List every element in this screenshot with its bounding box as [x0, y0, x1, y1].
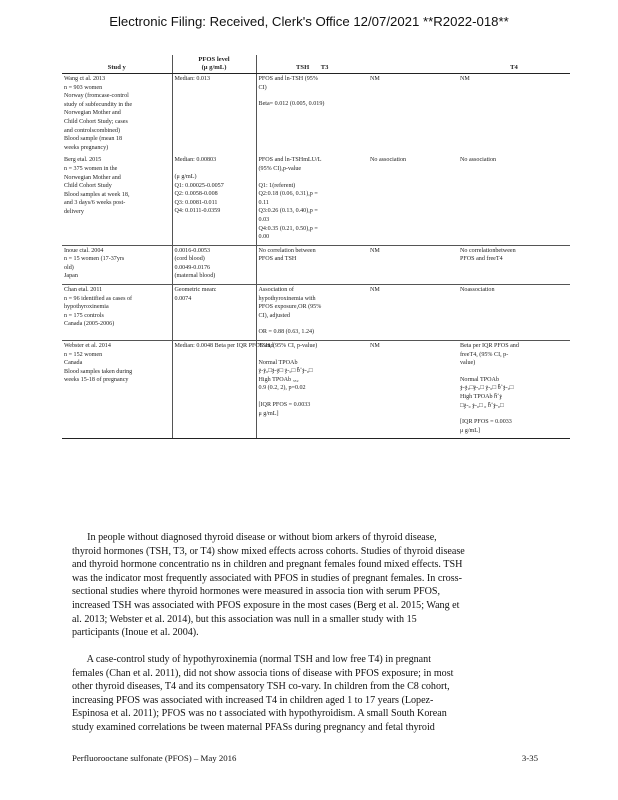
cell-t4	[458, 341, 570, 439]
paragraph-line: was the indicator most frequently associated with PFOS in studies of pregnant females. In cross-	[72, 572, 462, 584]
header-t4: T4	[458, 55, 570, 74]
cell-line	[259, 393, 366, 401]
cell-line: Q4:0.35 (0.21, 0.50),p =	[258, 225, 318, 232]
cell-line: weeks pregnancy)	[64, 144, 109, 151]
cell-line: Normal TPOAb	[460, 376, 499, 383]
cell-line	[259, 351, 366, 359]
table-header-row	[62, 55, 570, 74]
cell-line: (μ g/mL)	[174, 173, 197, 180]
paragraph-line: and thyroid hormone concentratio ns in children and pregnant females found mixed effects. TSH	[72, 559, 463, 571]
cell-line: (cord blood)	[174, 256, 205, 263]
cell-line	[460, 410, 567, 418]
cell-line: and controlscombined)	[64, 127, 121, 134]
cell-line: No correlationbetween	[460, 247, 516, 254]
cell-line: PFOS and ln-TSHmLU/L	[258, 157, 322, 164]
cell-line: 0.9 (0.2, 2), p=0.02	[258, 385, 306, 392]
cell-t4	[458, 245, 570, 284]
paragraph-line: al. 2013; Webster et al. 2014), but this association was null in a smaller study with 15	[72, 613, 417, 625]
cell-line: Q1: 1(referent)	[258, 182, 296, 189]
paragraph-line: study examined correlations be tween maternal PFASs during pregnancy and fetal thyroid	[72, 721, 435, 733]
cell-tsh	[256, 155, 368, 245]
cell-line: CI), adjusted	[258, 312, 290, 319]
cell-t4	[458, 285, 570, 341]
cell-line: Japan	[64, 273, 78, 280]
cell-line: Median: 0.013	[174, 76, 211, 82]
cell-line: 0.0074	[174, 295, 192, 302]
paragraph-line: participants (Inoue et al. 2004).	[72, 627, 199, 639]
cell-line: weeks 15-18 of pregnancy	[64, 377, 129, 384]
table-row	[62, 74, 570, 156]
cell-study	[62, 341, 172, 439]
cell-line: Q2: 0.0058-0.008	[174, 191, 218, 198]
cell-t4	[458, 155, 570, 245]
filing-stamp-header: Electronic Filing: Received, Clerk's Office 12/07/2021 **R2022-018**	[109, 14, 509, 29]
cell-line: High TPOAb ჩ˚ჯ	[460, 394, 503, 400]
cell-t3	[368, 74, 458, 156]
cell-line: Q2:0.18 (0.06, 0.31),p =	[258, 191, 318, 198]
cell-tsh	[256, 245, 368, 284]
cell-tsh	[256, 285, 368, 341]
cell-line: □ჯ-₀ ჯ-₀□ ₀ ჩ˚ჯ-₀□	[460, 402, 504, 409]
table-row	[62, 341, 570, 439]
cell-line: Q4: 0.0111-0.0359	[174, 208, 221, 215]
cell-line: and 3 days/6 weeks post-	[64, 200, 126, 207]
cell-line: CI)	[258, 84, 267, 91]
cell-study	[62, 285, 172, 341]
cell-line: Beta= 0.012 (0.005, 0.019)	[258, 101, 325, 108]
cell-line: Beta per IQR PFOS and	[460, 343, 519, 350]
cell-line: hypothyroxinemia	[64, 304, 109, 311]
cell-line: n = 175 controls	[64, 312, 104, 319]
paragraph-line: Espinosa et al. 2011); PFOS was no t associated with hypothyroidism. A small South Korean	[72, 708, 447, 720]
cell-line: Blood samples at week 18,	[64, 191, 130, 198]
cell-line: n = 152 women	[64, 351, 103, 358]
cell-line: value)	[460, 360, 476, 367]
cell-line: Norwegian Mother and	[64, 110, 121, 117]
cell-line: 0.11	[258, 199, 269, 206]
cell-line: Blood samples taken during	[64, 368, 133, 375]
cell-pfos	[172, 245, 256, 284]
paragraph-line: other thyroid diseases, T4 and its compensatory TSH co-vary. In children from the C8 cohort,	[72, 681, 450, 693]
cell-line: 0.0016-0.0053	[174, 247, 211, 254]
study-table	[62, 55, 570, 439]
cell-line: (maternal blood)	[174, 273, 216, 280]
cell-pfos	[172, 285, 256, 341]
cell-line: No association	[370, 157, 407, 164]
cell-study	[62, 155, 172, 245]
cell-line: No association	[460, 157, 497, 164]
cell-line: No correlation between	[258, 247, 316, 254]
cell-t3	[368, 341, 458, 439]
cell-pfos	[172, 74, 256, 156]
cell-line: TSH, (95% CI, p-value)	[258, 343, 318, 350]
cell-line: Canada	[64, 360, 83, 367]
paragraph-line: In people without diagnosed thyroid disease or without biom arkers of thyroid disease,	[72, 532, 437, 543]
cell-line: Berg etal. 2015	[64, 157, 102, 164]
cell-line: Q3: 0.0081-0.011	[174, 199, 218, 206]
cell-line: PFOS and freeT4	[460, 256, 503, 263]
cell-line: hypothyroxinemia with	[258, 295, 316, 302]
page-footer	[72, 753, 538, 763]
cell-line: NM	[370, 343, 380, 350]
cell-line: Chan etal. 2011	[64, 287, 103, 294]
cell-t4	[458, 74, 570, 156]
header-pfos-level: PFOS level (μ g/mL)	[172, 55, 256, 74]
cell-line: Inoue ctal. 2004	[64, 247, 104, 254]
cell-line: old)	[64, 264, 74, 271]
paragraph-line: females (Chan et al. 2011), did not show associa tions of disease with PFOS exposure; in most	[72, 667, 454, 679]
cell-line: PFOS exposure,OR (95%	[258, 304, 322, 311]
cell-line: study of subfecundity in the	[64, 101, 133, 108]
cell-pfos	[172, 155, 256, 245]
paragraph-1	[72, 531, 538, 640]
table-row	[62, 245, 570, 284]
paragraph-line: thyroid hormones (TSH, T3, or T4) show mixed effects across cohorts. Studies of thyroid disease	[72, 545, 465, 557]
cell-line: delivery	[64, 208, 84, 215]
cell-line: Wang ct al. 2013	[64, 76, 106, 82]
cell-line: NM	[460, 76, 470, 82]
cell-line	[259, 174, 366, 182]
cell-line: n = 96 identified as cases of	[64, 295, 133, 302]
table-row	[62, 285, 570, 341]
cell-line: NM	[370, 247, 380, 254]
cell-line: n = 375 women in the	[64, 165, 118, 172]
page-number: 3-35	[521, 753, 538, 763]
cell-line: Normal TPOAb	[258, 359, 298, 366]
cell-line: μ g/mL]	[258, 410, 279, 417]
cell-line: μ g/mL]	[460, 427, 481, 434]
cell-line: n = 15 women (17-37yrs	[64, 256, 125, 263]
cell-line: PFOS and TSH	[258, 256, 297, 263]
cell-line: Median: 0.00803	[174, 157, 217, 164]
cell-line	[259, 320, 366, 328]
footer-title: Perfluorooctane sulfonate (PFOS) – May 2016	[72, 753, 237, 763]
cell-line: Blood sample (mean 18	[64, 136, 123, 143]
cell-line: Norwegian Mother and	[64, 174, 121, 181]
paragraph-line: increased TSH was associated with PFOS exposure in the most cases (Berg et al. 2015; Wang et	[72, 599, 460, 611]
paragraph-line: increasing PFOS was associated with increased T4 in children aged 1 to 17 years (Lopez-	[72, 694, 434, 706]
cell-t3	[368, 155, 458, 245]
cell-line: Noassociation	[460, 287, 495, 294]
cell-line: NM	[370, 76, 380, 82]
cell-line: freeT4, (95% CI, p-	[460, 351, 509, 358]
cell-t3	[368, 245, 458, 284]
header-spacer	[368, 55, 458, 74]
cell-line: Webster et al. 2014	[64, 343, 111, 350]
header-study: Stud y	[62, 55, 172, 74]
cell-line: Q1: 0.00025-0.0057	[174, 182, 224, 189]
cell-line	[175, 165, 253, 173]
cell-line: Child Cohort Study	[64, 183, 112, 190]
cell-line: PFOS and ln-TSH (95%	[258, 76, 318, 82]
cell-line: Norway (fromcase-control	[64, 93, 129, 100]
cell-line: Canada (2005-2006)	[64, 321, 115, 328]
cell-line: NM	[370, 287, 380, 294]
paragraph-line: sectional studies where thyroid hormones were measured in associa tion with serum PFOS,	[72, 586, 441, 598]
header-tsh-t3: TSH T3	[256, 55, 368, 74]
cell-line	[460, 368, 567, 376]
cell-line: (95% CI),p-value	[258, 165, 302, 172]
paragraph-2	[72, 653, 538, 735]
cell-line: Geometric mean:	[174, 287, 217, 294]
cell-tsh	[256, 341, 368, 439]
cell-line: OR = 0.88 (0.63, 1.24)	[258, 329, 315, 336]
cell-line: Association of	[258, 287, 294, 294]
cell-line: 0.03	[258, 216, 270, 223]
cell-line: Median: 0.0048 Beta per IQR PFOS and	[174, 343, 274, 350]
cell-study	[62, 74, 172, 156]
cell-line: 0.0049-0.0176	[174, 264, 211, 271]
cell-line: ჯ-ჯ₀□ჯ-ჯ□ ჯ-₀□ ჩ˚ჯ-₀□	[258, 368, 313, 375]
cell-line: Child Cohort Study; cases	[64, 118, 128, 125]
cell-t3	[368, 285, 458, 341]
cell-line: High TPOAb ₃ₓ₂	[258, 376, 299, 383]
cell-line: n = 903 women	[64, 84, 103, 91]
paragraph-line: A case-control study of hypothyroxinemia (normal TSH and low free T4) in pregnant	[72, 654, 431, 665]
cell-study	[62, 245, 172, 284]
cell-line	[259, 92, 366, 100]
table-row	[62, 155, 570, 245]
cell-line: [IQR PFOS = 0.0033	[460, 419, 512, 426]
cell-line: Q3:0.26 (0.13, 0.40),p =	[258, 208, 318, 215]
cell-tsh	[256, 74, 368, 156]
cell-line: [IQR PFOS = 0.0033	[258, 402, 311, 408]
cell-line: 0.00	[258, 234, 270, 241]
cell-line: ჯ-ჯ₀□ჯ-₀□ ჯ-₀□ ჩ˚ჯ-₀□	[460, 385, 514, 392]
